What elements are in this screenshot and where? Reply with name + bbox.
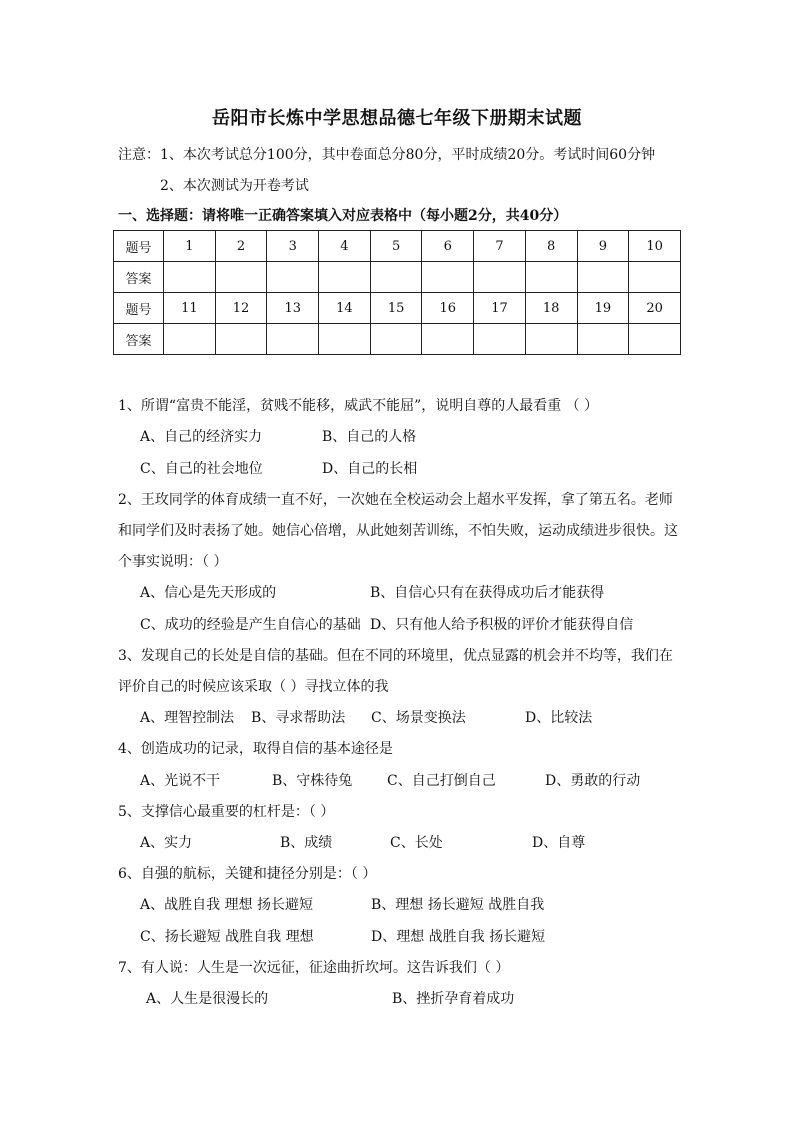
question-number-cell: 3 — [267, 231, 319, 262]
question-6-option-d: D、理想 战胜自我 扬长避短 — [371, 929, 546, 945]
question-3-option-d: D、比较法 — [525, 710, 593, 726]
question-number-cell: 18 — [525, 293, 577, 324]
question-number-cell: 19 — [577, 293, 629, 324]
question-number-cell: 17 — [474, 293, 526, 324]
answer-cell[interactable] — [164, 262, 216, 293]
answer-cell[interactable] — [215, 262, 267, 293]
question-6-stem: 6、自强的航标，关键和捷径分别是：（ ） — [118, 866, 377, 882]
note-line-1: 注意：1、本次考试总分100分，其中卷面总分80分，平时成绩20分。考试时间60分钟 — [118, 147, 656, 163]
question-7-option-a: A、人生是很漫长的 — [146, 991, 269, 1007]
question-number-cell: 16 — [422, 293, 474, 324]
row-header-number: 题号 — [114, 293, 164, 324]
answer-cell[interactable] — [370, 262, 422, 293]
answer-cell[interactable] — [267, 262, 319, 293]
question-2-option-c: C、成功的经验是产生自信心的基础 — [140, 617, 361, 633]
question-number-cell: 7 — [474, 231, 526, 262]
question-4-option-a: A、光说不干 — [140, 773, 221, 789]
question-2-option-a: A、信心是先天形成的 — [140, 585, 277, 601]
answer-cell[interactable] — [164, 324, 216, 355]
question-number-cell: 9 — [577, 231, 629, 262]
question-number-cell: 15 — [370, 293, 422, 324]
answer-cell[interactable] — [422, 262, 474, 293]
question-3-option-c: C、场景变换法 — [371, 710, 466, 726]
table-row — [114, 262, 681, 293]
question-6-option-b: B、理想 扬长避短 战胜自我 — [371, 897, 545, 913]
question-5-option-c: C、长处 — [390, 835, 443, 851]
question-number-cell: 2 — [215, 231, 267, 262]
question-6-option-c: C、扬长避短 战胜自我 理想 — [140, 929, 314, 945]
answer-cell[interactable] — [474, 324, 526, 355]
question-7-option-b: B、挫折孕育着成功 — [392, 991, 515, 1007]
page-title: 岳阳市长炼中学思想品德七年级下册期末试题 — [212, 108, 582, 129]
question-number-cell: 20 — [629, 293, 681, 324]
question-3-option-a: A、理智控制法 — [140, 710, 235, 726]
answer-cell[interactable] — [577, 324, 629, 355]
question-3-stem-line-1: 3、发现自己的长处是自信的基础。但在不同的环境里，优点显露的机会并不均等，我们在 — [118, 648, 673, 664]
answer-cell[interactable] — [525, 324, 577, 355]
answer-cell[interactable] — [629, 324, 681, 355]
answer-cell[interactable] — [215, 324, 267, 355]
question-7-stem: 7、有人说：人生是一次远征，征途曲折坎坷。这告诉我们（ ） — [118, 960, 510, 976]
question-2-stem-line-2: 和同学们及时表扬了她。她信心倍增，从此她刻苦训练，不怕失败，运动成绩进步很快。这 — [118, 523, 678, 539]
section-heading: 一、选择题：请将唯一正确答案填入对应表格中（每小题2分，共40分） — [118, 208, 568, 224]
question-4-stem: 4、创造成功的记录，取得自信的基本途径是 — [118, 741, 393, 757]
question-2-option-b: B、自信心只有在获得成功后才能获得 — [370, 585, 605, 601]
question-3-stem-line-2: 评价自己的时候应该采取（ ）寻找立体的我 — [118, 679, 389, 695]
table-row — [114, 231, 681, 262]
question-number-cell: 12 — [215, 293, 267, 324]
answer-cell[interactable] — [267, 324, 319, 355]
answer-cell[interactable] — [577, 262, 629, 293]
answer-cell[interactable] — [422, 324, 474, 355]
question-number-cell: 1 — [164, 231, 216, 262]
answer-cell[interactable] — [319, 262, 371, 293]
answer-cell[interactable] — [319, 324, 371, 355]
question-1-stem: 1、所谓“富贵不能淫，贫贱不能移，威武不能屈”，说明自尊的人最看重 （ ） — [118, 398, 599, 414]
question-5-option-d: D、自尊 — [532, 835, 586, 851]
note-line-2: 2、本次测试为开卷考试 — [160, 178, 309, 194]
question-number-cell: 10 — [629, 231, 681, 262]
row-header-answer: 答案 — [114, 324, 164, 355]
table-row — [114, 293, 681, 324]
answer-table — [113, 230, 681, 355]
question-5-stem: 5、支撑信心最重要的杠杆是：（ ） — [118, 804, 335, 820]
question-4-option-c: C、自己打倒自己 — [387, 773, 496, 789]
question-4-option-b: B、守株待兔 — [272, 773, 353, 789]
answer-cell[interactable] — [474, 262, 526, 293]
question-1-option-a: A、自己的经济实力 — [140, 429, 263, 445]
question-number-cell: 13 — [267, 293, 319, 324]
question-1-option-d: D、自己的长相 — [322, 461, 418, 477]
question-number-cell: 11 — [164, 293, 216, 324]
question-number-cell: 5 — [370, 231, 422, 262]
answer-cell[interactable] — [370, 324, 422, 355]
row-header-number: 题号 — [114, 231, 164, 262]
question-number-cell: 4 — [319, 231, 371, 262]
question-2-stem-line-1: 2、王玫同学的体育成绩一直不好，一次她在全校运动会上超水平发挥，拿了第五名。老师 — [118, 492, 673, 508]
question-5-option-a: A、实力 — [140, 835, 193, 851]
question-1-option-b: B、自己的人格 — [322, 429, 417, 445]
row-header-answer: 答案 — [114, 262, 164, 293]
answer-cell[interactable] — [525, 262, 577, 293]
question-2-option-d: D、只有他人给予积极的评价才能获得自信 — [370, 617, 634, 633]
question-4-option-d: D、勇敢的行动 — [545, 773, 641, 789]
question-3-option-b: B、寻求帮助法 — [251, 710, 346, 726]
question-6-option-a: A、战胜自我 理想 扬长避短 — [140, 897, 314, 913]
question-2-stem-line-3: 个事实说明：（ ） — [118, 554, 228, 570]
question-1-option-c: C、自己的社会地位 — [140, 461, 263, 477]
answer-cell[interactable] — [629, 262, 681, 293]
table-row — [114, 324, 681, 355]
question-number-cell: 14 — [319, 293, 371, 324]
question-number-cell: 8 — [525, 231, 577, 262]
question-number-cell: 6 — [422, 231, 474, 262]
question-5-option-b: B、成绩 — [280, 835, 333, 851]
